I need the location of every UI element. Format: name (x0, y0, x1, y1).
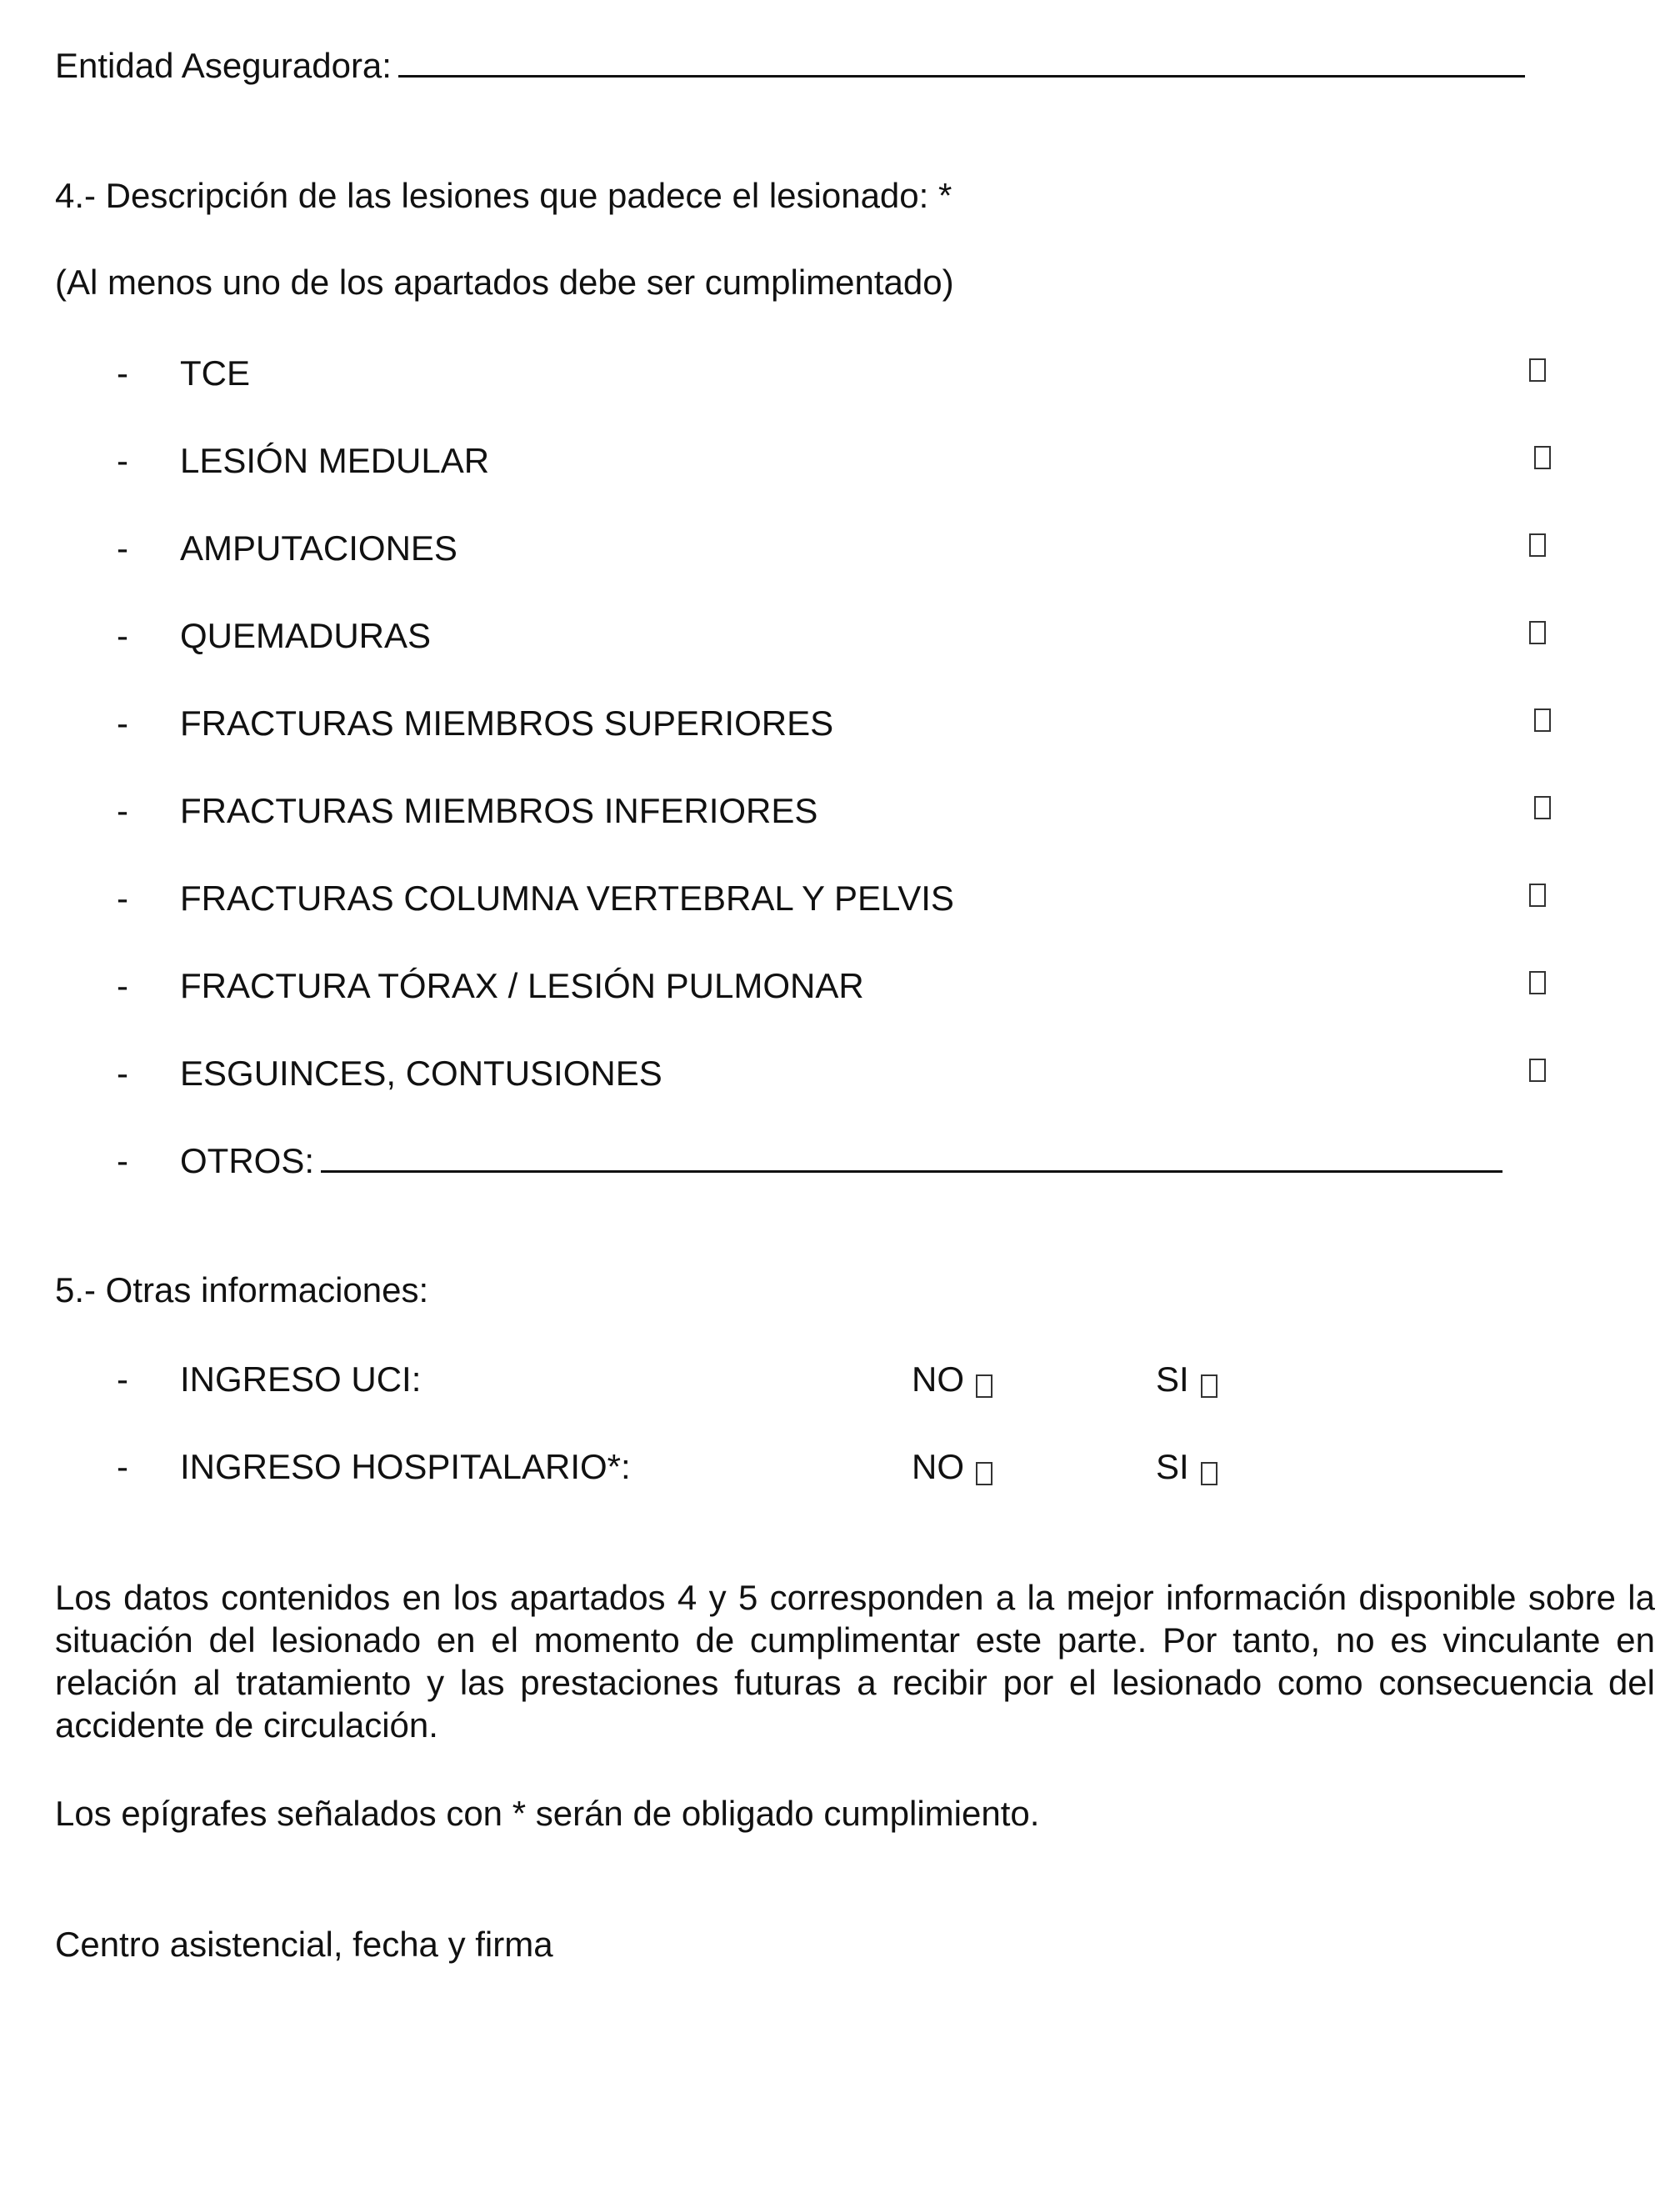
bullet-dash: - (117, 1447, 128, 1486)
injury-checkbox-fracturas-miembros-superiores[interactable] (1534, 708, 1551, 732)
disclaimer-paragraph: Los datos contenidos en los apartados 4 y 5 corresponden a la mejor información disponible sobre la situación del lesionado en el momento de cumplimentar este parte. Por tanto, no es vinculante en relación al tratamiento y las prestaciones futuras a recibir por el lesionado como consecuencia del accidente de circulación. (55, 1578, 1655, 1745)
section-4-note: (Al menos uno de los apartados debe ser cumplimentado) (55, 263, 954, 302)
injury-checkbox-fractura-torax[interactable] (1529, 971, 1546, 994)
injury-label: ESGUINCES, CONTUSIONES (180, 1054, 662, 1093)
injury-checkbox-lesion-medular[interactable] (1534, 446, 1551, 469)
hospitalario-si-option (1156, 1447, 1218, 1487)
injury-checkbox-fracturas-miembros-inferiores[interactable] (1534, 796, 1551, 819)
injury-item-lesion-medular (0, 441, 1680, 483)
section-5-heading: 5.- Otras informaciones: (55, 1270, 429, 1309)
injury-item-fracturas-columna (0, 879, 1680, 920)
injury-item-quemaduras (0, 616, 1680, 658)
injury-label: FRACTURAS COLUMNA VERTEBRAL Y PELVIS (180, 879, 954, 918)
uci-no-label: NO (912, 1359, 964, 1399)
info-label-hospitalario: INGRESO HOSPITALARIO*: (180, 1447, 631, 1486)
bullet-dash: - (117, 1054, 128, 1093)
injury-item-fracturas-miembros-inferiores (0, 791, 1680, 833)
hospitalario-si-checkbox[interactable] (1201, 1462, 1218, 1485)
bullet-dash: - (117, 353, 128, 393)
injury-label: AMPUTACIONES (180, 528, 458, 568)
info-row-uci (0, 1359, 1680, 1401)
insurer-row (55, 47, 1525, 83)
signature-label: Centro asistencial, fecha y firma (55, 1925, 553, 1964)
bullet-dash: - (117, 791, 128, 830)
mandatory-note: Los epígrafes señalados con * serán de obligado cumplimiento. (55, 1794, 1040, 1833)
uci-si-label: SI (1156, 1359, 1189, 1399)
hospitalario-no-checkbox[interactable] (976, 1462, 992, 1485)
uci-si-option (1156, 1359, 1218, 1399)
bullet-dash: - (117, 1141, 128, 1180)
injury-label: QUEMADURAS (180, 616, 432, 655)
injury-checkbox-fracturas-columna[interactable] (1529, 884, 1546, 907)
injury-label: TCE (180, 353, 250, 393)
bullet-dash: - (117, 616, 128, 655)
bullet-dash: - (117, 879, 128, 918)
uci-si-checkbox[interactable] (1201, 1374, 1218, 1398)
hospitalario-si-label: SI (1156, 1447, 1189, 1486)
uci-no-checkbox[interactable] (976, 1374, 992, 1398)
bullet-dash: - (117, 441, 128, 480)
injury-item-esguinces (0, 1054, 1680, 1095)
uci-no-option (912, 1359, 992, 1399)
injury-checkbox-esguinces[interactable] (1529, 1059, 1546, 1082)
injury-label: FRACTURA TÓRAX / LESIÓN PULMONAR (180, 966, 864, 1005)
injury-other-row (180, 1141, 1502, 1181)
bullet-dash: - (117, 1359, 128, 1399)
injury-item-tce (0, 353, 1680, 395)
injury-other-input-line[interactable] (321, 1142, 1502, 1173)
section-4-heading: 4.- Descripción de las lesiones que padece el lesionado: * (55, 176, 952, 215)
bullet-dash: - (117, 528, 128, 568)
hospitalario-no-option (912, 1447, 992, 1487)
injury-checkbox-amputaciones[interactable] (1529, 533, 1546, 557)
injury-checkbox-quemaduras[interactable] (1529, 621, 1546, 644)
injury-label: FRACTURAS MIEMBROS SUPERIORES (180, 703, 834, 743)
injury-checkbox-tce[interactable] (1529, 358, 1546, 382)
info-row-hospitalario (0, 1447, 1680, 1489)
bullet-dash: - (117, 966, 128, 1005)
injury-label: LESIÓN MEDULAR (180, 441, 490, 480)
injury-label: FRACTURAS MIEMBROS INFERIORES (180, 791, 818, 830)
bullet-dash: - (117, 703, 128, 743)
info-label-uci: INGRESO UCI: (180, 1359, 422, 1399)
hospitalario-no-label: NO (912, 1447, 964, 1486)
injury-item-fractura-torax (0, 966, 1680, 1008)
injury-other-label: OTROS: (180, 1141, 315, 1180)
insurer-label: Entidad Aseguradora: (55, 46, 392, 85)
injury-item-amputaciones (0, 528, 1680, 570)
injury-item-otros (0, 1141, 1680, 1183)
injury-item-fracturas-miembros-superiores (0, 703, 1680, 745)
insurer-input-line[interactable] (398, 47, 1525, 78)
